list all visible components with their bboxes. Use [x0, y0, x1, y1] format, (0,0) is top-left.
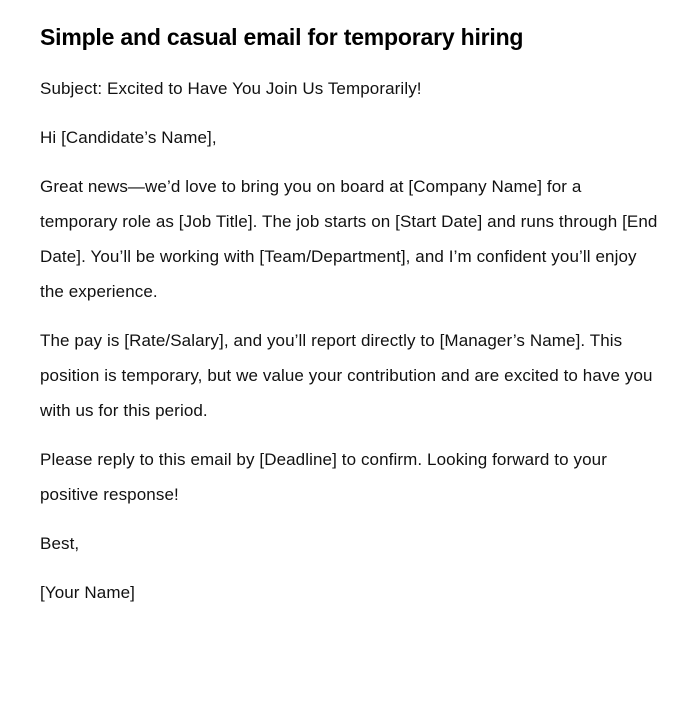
page-title: Simple and casual email for temporary hiring	[40, 24, 524, 50]
email-signoff: Best,	[40, 534, 80, 554]
email-body-paragraph-1: Great news—we’d love to bring you on board at [Company Name] for a temporary role as [Job Title]. The job starts on [Start Date] and runs through [End Date]. You’ll be working with [Team/Department], and I’m confident you’ll enjoy the experience.	[40, 177, 658, 302]
email-body-paragraph-3: Please reply to this email by [Deadline] to confirm. Looking forward to your positive response!	[40, 450, 607, 505]
email-greeting: Hi [Candidate’s Name],	[40, 128, 217, 148]
email-sender-name: [Your Name]	[40, 583, 135, 603]
email-body-paragraph-2: The pay is [Rate/Salary], and you’ll report directly to [Manager’s Name]. This position is temporary, but we value your contribution and are excited to have you with us for this period.	[40, 331, 653, 421]
email-subject-line: Subject: Excited to Have You Join Us Temporarily!	[40, 79, 422, 99]
